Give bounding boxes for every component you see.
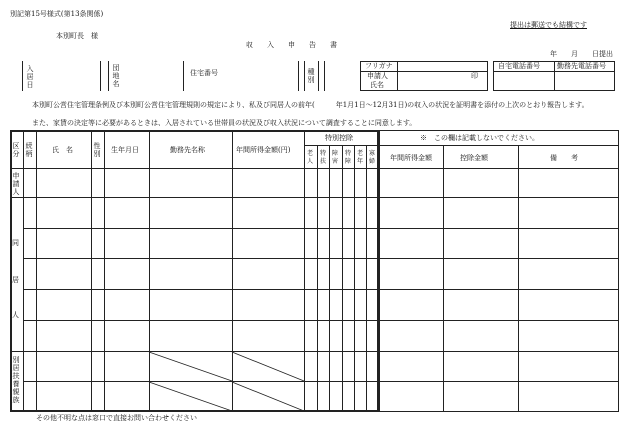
name-label: 氏名 (370, 81, 384, 89)
declaration-line1: 本別町公営住宅管理条例及び本別町公営住宅管理規則の規定により、私及び同居人の前年( 年1月1日～12月31日)の収入の状況を証明書を添付の上次のとおり報告します。 (32, 101, 589, 109)
office-remarks-header: 備 考 (550, 154, 578, 162)
home-phone-label: 自宅電話番号 (498, 62, 540, 70)
dokyo-char: 人 (12, 311, 19, 319)
zokugara-header: 続 柄 (25, 142, 33, 158)
work-phone-label: 勤務先電話番号 (557, 62, 606, 70)
row-label-bekkyo: 別 居 扶 養 親 族 (12, 356, 20, 404)
form-id: 別記第15号様式(第13条関係) (10, 10, 104, 18)
footer-note: その他不明な点は窓口で直接お問い合わせください (36, 414, 197, 422)
row-label-applicant: 申 請 人 (12, 172, 20, 196)
mail-note: 提出は郵送でも結構です (510, 21, 587, 29)
special-deduction-header: 特別控除 (325, 134, 353, 142)
addressee: 本別町長 様 (56, 32, 98, 40)
office-use-note: ※ この欄は記載しないでください。 (420, 134, 539, 142)
dokyo-char: 居 (12, 276, 19, 284)
deduction-col-rojin: 老 人 (306, 150, 313, 165)
deduction-col-ronen: 老 年 (356, 150, 363, 165)
row-label-dokyo (12, 200, 20, 350)
birth-header: 生年月日 (111, 146, 139, 154)
deduction-col-tokusho: 特 障 (344, 150, 351, 165)
page-title: 収 入 申 告 書 (246, 41, 337, 49)
kubun-header: 区 分 (12, 142, 20, 158)
dokyo-char: 同 (12, 239, 19, 247)
furigana-label: フリガナ (365, 62, 393, 70)
jutaku-label: 住宅番号 (190, 69, 218, 77)
office-deduction-header: 控除金額 (460, 154, 488, 162)
deduction-col-kafu: 寡 婦 (368, 150, 375, 165)
date-line: 年 月 日提出 (550, 50, 613, 58)
shubetsu-label: 種 別 (307, 68, 315, 84)
sex-header: 性 別 (93, 142, 101, 158)
seal-mark: 印 (471, 72, 478, 80)
nyukyo-date-label: 入 居 日 (26, 65, 34, 89)
workplace-header: 勤務先名称 (170, 146, 205, 154)
office-income-header: 年間所得金額 (390, 154, 432, 162)
income-header: 年間所得金額(円) (236, 146, 291, 154)
deduction-col-tokufu: 特 扶 (319, 150, 326, 165)
danchi-label: 団 地 名 (112, 64, 120, 88)
declaration-line2: また、家賃の決定等に必要があるときは、入居されている世帯員の状況及び収入状況について調査することに同意します。 (32, 119, 417, 127)
applicant-label: 申請人 (367, 72, 388, 80)
deduction-col-shogai: 障 害 (331, 150, 338, 165)
name-header: 氏 名 (52, 146, 73, 154)
